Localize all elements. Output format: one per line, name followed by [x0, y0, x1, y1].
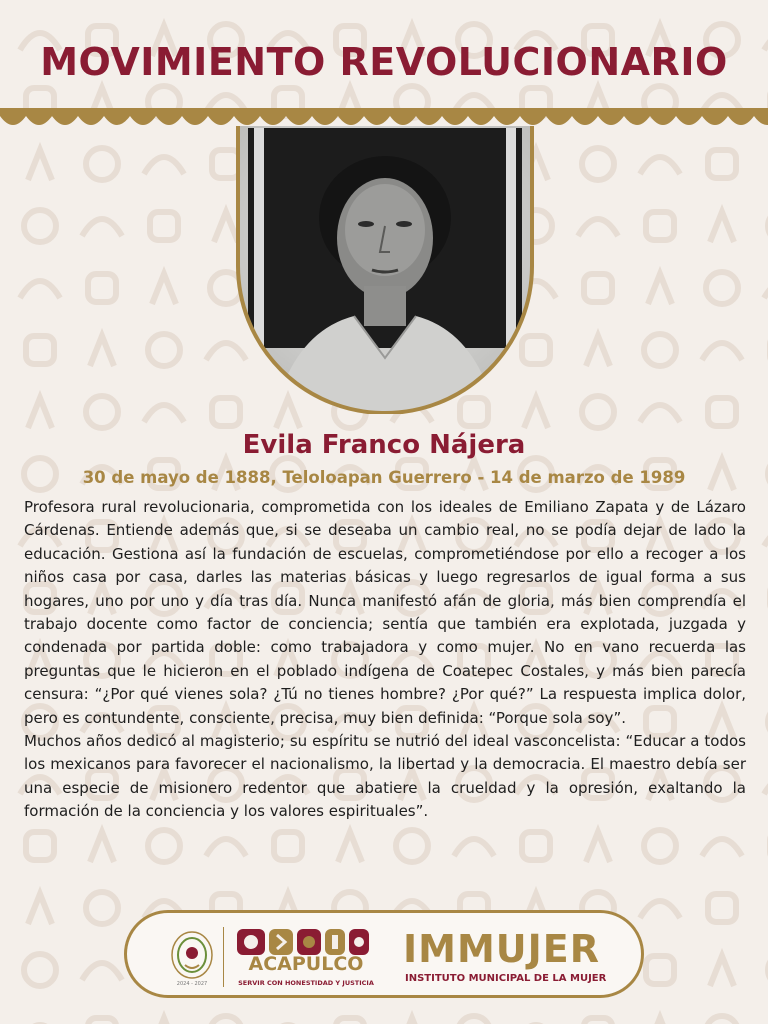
pattern-shape: [90, 336, 114, 366]
pattern-shape: [644, 830, 676, 862]
pattern-shape: [640, 157, 680, 174]
pattern-shape: [640, 901, 680, 918]
pattern-shape: [584, 274, 612, 302]
pattern-shape: [710, 956, 734, 986]
municipal-seal-icon: [167, 929, 217, 983]
pattern-shape: [586, 832, 610, 862]
person-dates: 30 de mayo de 1888, Teloloapan Guerrero - 14 de marzo de 1989: [82, 468, 686, 487]
pattern-shape: [586, 336, 610, 366]
pattern-shape: [578, 219, 618, 236]
pattern-shape: [20, 281, 60, 298]
pattern-shape: [764, 777, 768, 794]
pattern-shape: [584, 1018, 612, 1024]
pattern-shape: [26, 336, 54, 364]
pattern-shape: [708, 398, 736, 426]
seal-years: 2024 - 2027: [176, 981, 208, 987]
pattern-shape: [90, 832, 114, 862]
pattern-shape: [396, 830, 428, 862]
pattern-shape: [152, 274, 176, 304]
pattern-shape: [706, 272, 738, 304]
person-name: Evila Franco Nájera: [242, 430, 526, 460]
pattern-shape: [28, 150, 52, 180]
pattern-shape: [274, 832, 302, 860]
pattern-shape: [88, 1018, 116, 1024]
pattern-shape: [454, 839, 494, 856]
pattern-shape: [28, 398, 52, 428]
pattern-shape: [144, 405, 184, 422]
pattern-shape: [764, 529, 768, 546]
pattern-shape: [706, 1016, 738, 1024]
pattern-shape: [644, 334, 676, 366]
pattern-shape: [338, 832, 362, 862]
biography-paragraph: Profesora rural revolucionaria, comprometida con los ideales de Emiliano Zapata y de Lázaro Cárdenas. Entiende además que, si se deseaba un cambio real, no se podía dejar de lado la educación. Gestiona así la fundación de escuelas, comprometiéndose por ello a recoger a los niños casa por casa, darles las materias básicas y luego regresarlos de igual forma a sus hogares, uno por uno y día tras día. Nunca manifestó afán de gloria, más bien comprendía el trabajo docente como factor de conciencia; sentía que también era explotada, juzgada y condenada por partida doble: como trabajadora y como mujer. No en vano recuerda las preguntas que le hicieron en el poblado indígena de Coatepec Costales, y más bien parecía censura: “¿Por qué vienes sola? ¿Tú no tienes hombre? ¿Por qué?” La respuesta implica dolor, pero es contundente, consciente, precisa, muy bien definida: “Porque sola soy”.: [24, 498, 746, 727]
pattern-shape: [522, 832, 550, 860]
pattern-shape: [582, 148, 614, 180]
acapulco-slogan: SERVIR CON HONESTIDAD Y JUSTICIA: [238, 979, 374, 987]
pattern-shape: [144, 157, 184, 174]
pattern-shape: [648, 274, 672, 304]
pattern-shape: [400, 1018, 424, 1024]
pattern-shape: [458, 1016, 490, 1024]
pattern-shape: [86, 396, 118, 428]
biography-text: [24, 496, 746, 824]
biography-paragraph: Muchos años dedicó al magisterio; su espíritu se nutrió del ideal vasconcelista: “Educar a todos los mexicanos para favorecer el nacionalismo, la libertad y la democracia. El maestro debía ser una especie de misionero redentor que abatiere la crueldad y la opresión, exaltando la formación de la conciencia y los valores espirituales”.: [24, 732, 746, 821]
portrait-photo: [234, 126, 536, 414]
pattern-shape: [26, 832, 54, 860]
pattern-shape: [702, 839, 742, 856]
pattern-shape: [336, 1018, 364, 1024]
pattern-shape: [708, 894, 736, 922]
pattern-shape: [82, 219, 122, 236]
pattern-shape: [646, 956, 674, 984]
pattern-shape: [764, 281, 768, 298]
pattern-shape: [88, 274, 116, 302]
pattern-shape: [24, 954, 56, 986]
pattern-shape: [582, 396, 614, 428]
pattern-shape: [82, 963, 122, 980]
pattern-shape: [710, 212, 734, 242]
footer-logos: [124, 910, 644, 998]
pattern-shape: [708, 150, 736, 178]
pattern-shape: [152, 1018, 176, 1024]
pattern-shape: [148, 830, 180, 862]
pattern-shape: [648, 1018, 672, 1024]
portrait-frame: [234, 126, 536, 414]
pattern-shape: [86, 148, 118, 180]
pattern-shape: [24, 210, 56, 242]
pattern-shape: [206, 839, 246, 856]
immujer-subtitle: INSTITUTO MUNICIPAL DE LA MUJER: [405, 973, 607, 984]
immujer-logo: IMMUJER: [403, 927, 600, 971]
acapulco-name: ACAPULCO: [248, 953, 364, 975]
pattern-shape: [646, 212, 674, 240]
pattern-shape: [86, 892, 118, 924]
footer-divider: [223, 927, 224, 987]
pattern-shape: [640, 405, 680, 422]
page-title: MOVIMIENTO REVOLUCIONARIO: [40, 40, 728, 84]
pattern-shape: [210, 1016, 242, 1024]
pattern-shape: [702, 343, 742, 360]
pattern-shape: [148, 334, 180, 366]
pattern-shape: [150, 212, 178, 240]
pattern-shape: [28, 894, 52, 924]
